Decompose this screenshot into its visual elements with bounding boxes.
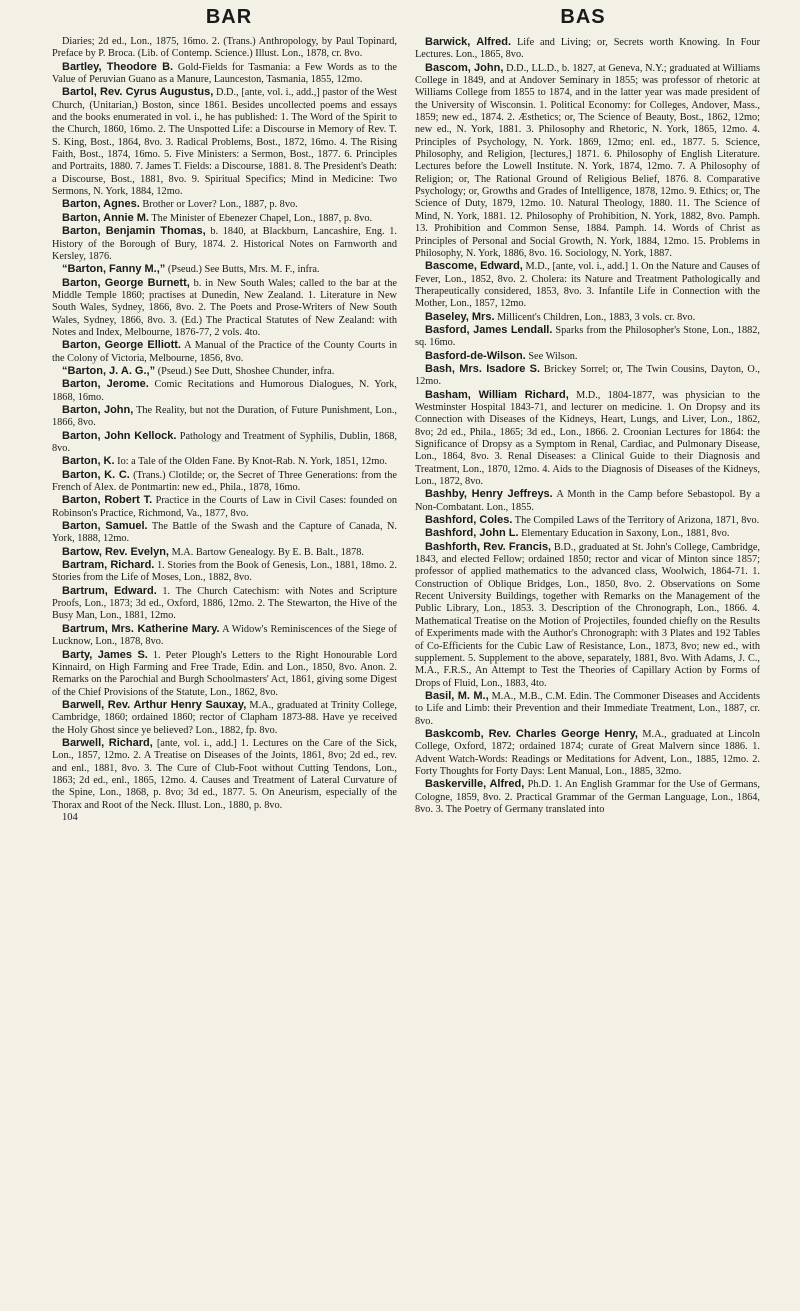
dictionary-entry [415,363,760,389]
dictionary-entry [415,690,760,728]
entry-text: Comic Recitations and Humorous Dialogues, N. York, 1868, 16mo. [52,379,398,403]
entry-headword: Barton, K. [62,455,115,468]
entry-text: Diaries; 2d ed., Lon., 1875, 16mo. 2. (Trans.) Anthropology, by Paul Topinard, Preface by P. Broca. (Lib. of Contemp. Science.) Illust. Lon., 1878, cr. 8vo. [52,36,397,60]
dictionary-entry [52,520,397,546]
entry-text: D.D., LL.D., b. 1827, at Geneva, N.Y.; graduated at Williams College in 1849, and at Andover Seminary in 1855; was professor of rhetoric at Williams College from 1855 to 1874, and in the latter year was made president of the University of Wisconsin. 1. Political Economy: for Colleges, Andover, Mass., 1859; new ed., 1874. 2. Æsthetics; or, The Science of Beauty, Bost., 1862, 12mo; new ed., N. York, 1881. 3. Philosophy and Rhetoric, N. York, 1865, 12mo. 4. Principles of Psychology, N. York. 1869, 12mo; enl. ed., 1877. 5. Science, Philosophy, and Religion, [lectures,] 1871. 6. Philosophy of English Literature. Lectures before the Lowell Institute. N. York, 1874, 12mo. 7. A Philosophy of Religion; or, The Rational Ground of Religious Belief, 1876. 8. Comparative Psychology; or, Growths and Grades of Intelligence, 1878, 12mo. 9. Ethics; or, The Science of Duty, 1879, 12mo. 10. Natural Theology, 1880. 11. The Science of Mind, N. York, 1881. 12. Philosophy of Prohibition, N. York, 1882, 8vo. Pamph. 13. Prohibition and Common Sense, 1884. Pamph. 14. Words of Christ as Principles of Personal and Social Growth, N. York, 1884, 12mo. 15. Problems in Philosophy, N. York, 1886, 8vo. 16. Sociology, N. York, 1887. [415,62,760,259]
dictionary-entry [52,86,397,198]
entry-text: 1. The Church Catechism: with Notes and Scripture Proofs, Lon., 1873; 3d ed., Oxford, 1886, 12mo. 2. The Stewarton, the Hive of the Busy Man, Lon., 1881, 12mo. [52,585,397,622]
left-column [52,36,397,824]
dictionary-entry [52,699,397,737]
entry-headword: Baskerville, Alfred, [425,778,525,791]
entry-headword: Bartrum, Mrs. Katherine Mary. [62,622,220,635]
entry-text: The Compiled Laws of the Territory of Arizona, 1871, 8vo. [514,515,760,527]
entry-headword: Barton, John, [62,403,134,416]
dictionary-entry [52,559,397,585]
entry-headword: Barton, John Kellock. [62,429,177,442]
entry-headword: Bascome, Edward, [425,260,523,273]
running-head-right: BAS [560,6,606,28]
entry-text: M.D., 1804-1877, was physician to the Westminster Hospital 1843-71, and lecturer on medicine. 1. On Dropsy and its Connection with Diseases of the Kidneys, Heart, Lungs, and Liver, Lon., 1862, 8vo; 2d ed., Phila., 1865; 3d ed., Lon., 1866. 2. Croonian Lectures for 1864: the Significance of Dropsy as a Symptom in Renal, Cardiac, and Pulmonary Disease, Lon., 1864, 8vo. 3. Renal Diseases: a Clinical Guide to their Diagnosis and Treatment, Lon., 1870, 12mo. 4. Aids to the Diagnosis of Diseases of the Kidneys, Lon., 1872, 8vo. [415,389,760,488]
entry-headword: Barton, K. C. [62,468,130,481]
entry-headword: Bascom, John, [425,61,504,74]
dictionary-entry [52,225,397,263]
entry-headword: Bash, Mrs. Isadore S. [425,362,541,375]
entry-text: The Reality, but not the Duration, of Future Punishment, Lon., 1866, 8vo. [52,404,398,429]
entry-text: Pathology and Treatment of Syphilis, Dublin, 1868, 8vo. [52,430,398,454]
dictionary-entry [52,737,397,812]
entry-headword: Barwell, Richard, [62,736,153,749]
entry-headword: Barton, George Elliott. [62,339,181,352]
dictionary-entry [415,36,760,62]
page-number: 104 [62,811,78,823]
dictionary-entry [52,365,397,378]
entry-text: (Trans.) Clotilde; or, the Secret of Three Generations: from the French of Alex. de Pontmartin: new ed., Phila., 1878, 16mo. [52,469,398,494]
dictionary-entry [52,455,397,468]
entry-text: A Month in the Camp before Sebastopol. By a Non-Combatant. Lon., 1855. [415,489,760,513]
entry-headword: Bartol, Rev. Cyrus Augustus, [62,86,214,99]
dictionary-entry [415,350,760,363]
entry-headword: “Barton, Fanny M.,” [62,263,166,276]
dictionary-entry [415,728,760,778]
entry-headword: Bartley, Theodore B. [62,60,174,73]
entry-text: M.A., graduated at Trinity College, Cambridge, 1860; ordained 1860; rector of Clapham 1873-88. Have ye received the Holy Ghost since ye believed? Lon., 1882, fp. 8vo. [52,699,397,736]
dictionary-entry [415,389,760,489]
entry-headword: Bashford, John L. [425,527,519,540]
dictionary-entry [52,339,397,365]
entry-text: Elementary Education in Saxony, Lon., 1881, 8vo. [521,528,730,540]
entry-text: Gold-Fields for Tasmania: a Few Words as to the Value of Peruvian Guano as a Manure, Launceston, Tasmania, 1855, 12mo. [52,61,397,86]
entry-text: Io: a Tale of the Olden Fane. By Knot-Rab. N. York, 1851, 12mo. [117,456,388,468]
dictionary-entry [52,649,397,699]
entry-text: A Manual of the Practice of the County Courts in the Colony of Victoria, Melbourne, 1856, 8vo. [52,340,397,364]
entry-text: M.D., [ante, vol. i., add.] 1. On the Nature and Causes of Fever, Lon., 1852, 8vo. 2. Cholera: its Nature and Treatment Pathologically and Therapeutically considered, 1853, 8vo. 3. Infantile Life in Connection with the Mother, Lon., 1857, 12mo. [415,261,760,310]
entry-headword: Barwick, Alfred. [425,36,512,48]
dictionary-entry [52,623,397,649]
entry-text: M.A. Bartow Genealogy. By E. B. Balt., 1878. [171,546,364,558]
entry-headword: Barton, Robert T. [62,494,153,507]
dictionary-entry [52,36,397,61]
entry-headword: Barton, Samuel. [62,520,148,533]
dictionary-entry [52,469,397,495]
dictionary-entry [415,778,760,816]
right-column [415,36,760,824]
entry-headword: Barty, James S. [62,648,148,661]
entry-text: Brother or Lover? Lon., 1887, p. 8vo. [142,199,298,211]
dictionary-entry [52,494,397,520]
dictionary-entry [52,212,397,225]
entry-text: M.A., M.B., C.M. Edin. The Commoner Diseases and Accidents to Life and Limb: their Prevention and their Immediate Treatment, Lon., 1887, cr. 8vo. [415,690,760,727]
entry-headword: Barton, Agnes. [62,198,140,211]
dictionary-entry [415,488,760,514]
dictionary-entry [415,514,760,527]
entry-text: Ph.D. 1. An English Grammar for the Use of Germans, Cologne, 1859, 8vo. 2. Practical Grammar of the German Language, Lon., 1864, 8vo. 3. The Poetry of Germany translated into [415,779,760,815]
entry-text: Millicent's Children, Lon., 1883, 3 vols. cr. 8vo. [497,311,696,323]
entry-headword: Baseley, Mrs. [425,310,495,323]
entry-text: Sparks from the Philosopher's Stone, Lon., 1882, sq. 16mo. [415,324,760,349]
entry-headword: Bashby, Henry Jeffreys. [425,488,553,501]
entry-headword: Bartow, Rev. Evelyn, [62,545,169,558]
entry-text: M.A., graduated at Lincoln College, Oxford, 1872; ordained 1874; curate of Great Malvern since 1886. 1. Advent Watch-Words: Readings or Meditations for Advent, Lon., 1885, 12mo. 2. Forty Thoughts for Forty Days: Lent Manual, Lon., 1885, 32mo. [415,728,760,777]
entry-headword: Bartram, Richard. [62,559,155,572]
dictionary-entry [415,541,760,690]
entry-text: A Widow's Reminiscences of the Siege of Lucknow, Lon., 1878, 8vo. [52,623,397,648]
entry-text: The Minister of Ebenezer Chapel, Lon., 1887, p. 8vo. [151,212,373,224]
dictionary-entry [415,324,760,350]
entry-headword: Barton, Annie M. [62,211,149,224]
dictionary-entry [52,404,397,430]
entry-text: (Pseud.) See Butts, Mrs. M. F., infra. [167,264,320,276]
dictionary-entry [52,263,397,276]
dictionary-entry [52,546,397,559]
entry-text: Practice in the Courts of Law in Civil Cases: founded on Robinson's Practice, Richmond, Va., 1877, 8vo. [52,495,397,519]
entry-text: (Pseud.) See Dutt, Shoshee Chunder, infra. [157,365,335,377]
dictionary-entry [415,311,760,324]
entry-headword: Basford-de-Wilson. [425,349,526,362]
entry-headword: Barton, Benjamin Thomas, [62,225,206,238]
running-head [52,6,760,36]
entry-text: The Battle of the Swash and the Capture of Canada, N. York, 1888, 12mo. [52,521,397,545]
entry-text: Brickey Sorrel; or, The Twin Cousins, Dayton, O., 12mo. [415,363,761,388]
entry-text: B.D., graduated at St. John's College, Cambridge, 1843, and elected Fellow; ordained 1850; rector and vicar of Minton since 1857; professor of applied mathematics to the advanced class, Woolwich, 1864-71. 1. Construction of Oblique Bridges, Lon., 1850, 8vo. 2. Observations on Some Recent University Buildings, together with Remarks on the Management of the Public Library, Lon., 1853. 3. Description of the Chronograph, Lon., 1866. 4. Mathematical Treatise on the Motion of Projectiles, founded chiefly on the Results of Experiments made with the Author's Chronograph: with 3 Plates and 192 Tables of Co-Efficients for the Cubic Law of Resistance, Lon., 1873, 8vo; new ed., with supplement. 5. Supplement to the above, separately, 1881, 8vo. With Adams, J. C., M.A., F.R.S., An Attempt to Test the Theories of Capillary Action by Forms of Drops of Fluid, Lon., 1883, 4to. [415,541,761,689]
entry-text: Life and Living; or, Secrets worth Knowing. In Four Lectures. Lon., 1865, 8vo. [415,37,761,61]
entry-text: D.D., [ante, vol. i., add.,] pastor of the West Church, (Unitarian,) Boston, since 1861. Besides uncollected poems and essays and the books enumerated in vol. i., he has published: 1. The Word of the Spirit to the Church, 1860, 16mo. 2. The Unspotted Life: a Discourse in Memory of Rev. T. S. King, Bost., 1864, 8vo. 3. Radical Problems, Bost., 1872, 16mo. 4. The Rising Faith, Bost., 1874, 16mo. 5. Five Ministers: a Sermon, Bost., 1877. 6. Principles and Portraits, 1880. 7. James T. Fields: a Discourse, 1881. 8. The President's Death: a Discourse, Bost., 1881, 8vo. 9. Spiritual Specifics; Mind in Medicine: Two Sermons, N. York, 1884, 12mo. [52,87,397,198]
entry-text: 1. Peter Plough's Letters to the Right Honourable Lord Kinnaird, on High Farming and Free Trade, Edin. and Lon., 1850, 8vo. Anon. 2. Remarks on the Parochial and Burgh Schoolmasters' Act, 1861, giving some Digest of the Chief Provisions of the Statute, Lon., 1862, 8vo. [52,649,397,698]
entry-headword: Barwell, Rev. Arthur Henry Sauxay, [62,698,247,711]
entry-headword: “Barton, J. A. G.,” [62,364,156,377]
dictionary-entry [52,277,397,340]
entry-headword: Bartrum, Edward. [62,584,157,597]
entry-headword: Basford, James Lendall. [425,323,553,336]
entry-text: See Wilson. [528,350,578,362]
entry-headword: Bashforth, Rev. Francis, [425,540,552,553]
entry-headword: Barton, George Burnett, [62,276,190,289]
entry-headword: Basham, William Richard, [425,388,569,401]
entry-headword: Bashford, Coles. [425,514,513,527]
dictionary-entry [52,430,397,456]
dictionary-entry [415,527,760,540]
dictionary-entry [415,62,760,261]
running-head-left: BAR [205,6,253,28]
entry-headword: Baskcomb, Rev. Charles George Henry, [425,727,638,740]
dictionary-entry [52,378,397,404]
entry-headword: Barton, Jerome. [62,378,149,391]
entry-text: b. 1840, at Blackburn, Lancashire, Eng. 1. History of the Borough of Bury, 1874. 2. Historical Notes on Farnworth and Kersley, 1876. [52,226,398,262]
entry-headword: Basil, M. M., [425,689,489,702]
dictionary-entry [415,260,760,310]
dictionary-entry [52,585,397,623]
text-columns [52,36,760,824]
entry-text: [ante, vol. i., add.] 1. Lectures on the Care of the Sick, Lon., 1857, 12mo. 2. A Treatise on Diseases of the Joints, 1861, 8vo; 2d ed., rev. and enl., 1881, 8vo. 3. The Cure of Club-Foot without Cutting Tendons, Lon., 1863; 2d ed., enl., 1865, 12mo. 4. Causes and Treatment of Lateral Curvature of the Spine, Lon., 1868, p. 8vo; 3d ed., 1877. 5. On Aneurism, especially of the Thorax and Root of the Neck. Illust. Lon., 1880, p. 8vo. [52,737,397,811]
dictionary-entry [52,198,397,211]
entry-text: 1. Stories from the Book of Genesis, Lon., 1881, 18mo. 2. Stories from the Life of Moses, Lon., 1882, 8vo. [52,560,397,584]
entry-text: b. in New South Wales; called to the bar at the Middle Temple 1860; practises at Dunedin, New Zealand. 1. Literature in New South Wales, Sydney, 1866, 8vo. 2. The Poets and Prose-Writers of New South Wales, Sydney, 1866, 8vo. 3. (Ed.) The Practical Statutes of New Zealand: with Notes and Index, Melbourne, 1876-77, 2 vols. 4to. [52,277,397,338]
dictionary-entry [52,61,397,87]
